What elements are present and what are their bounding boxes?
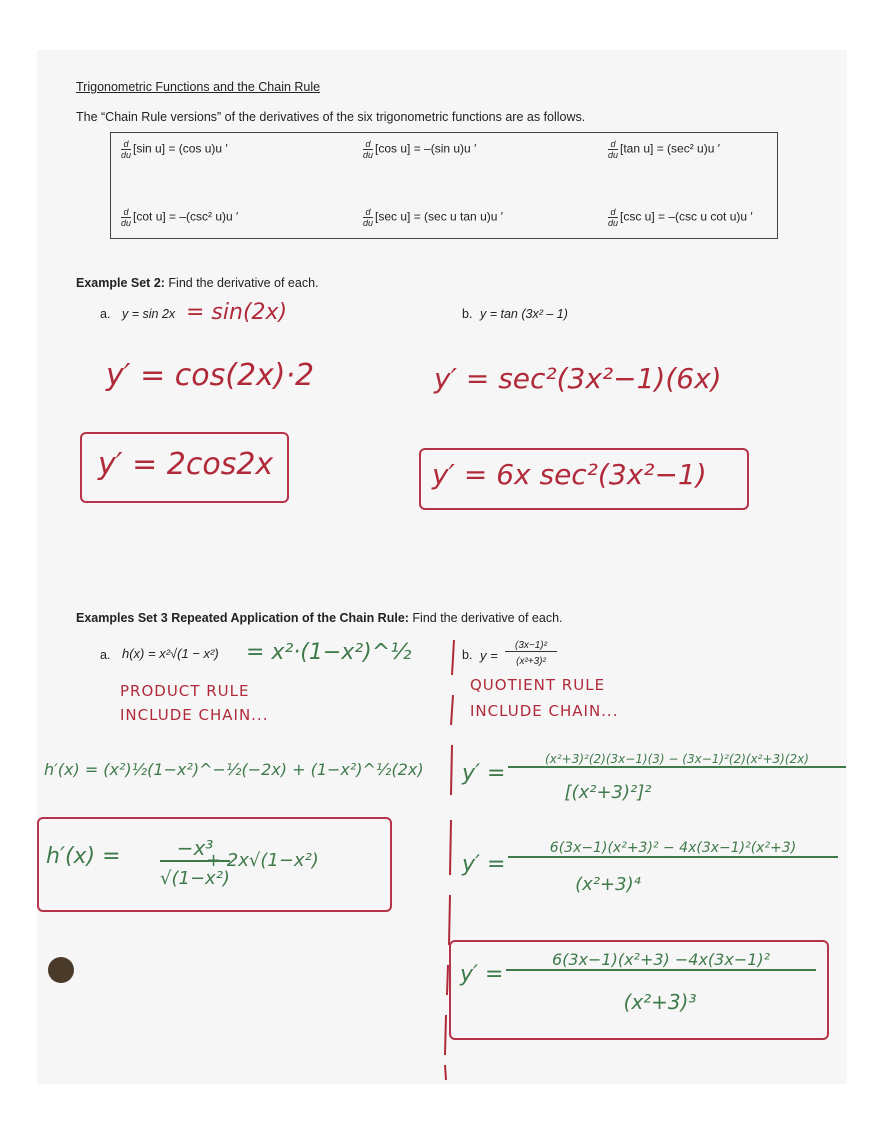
- ex3-b-step1-lhs: y′ =: [462, 761, 506, 786]
- example-set-3-title: Examples Set 3 Repeated Application of the Chain Rule: Find the derivative of each.: [76, 611, 563, 625]
- ex2-a-rewrite: = sin(2x): [186, 300, 288, 325]
- ex2-b-step: y′ = sec²(3x²−1)(6x): [434, 362, 722, 395]
- ex3-a-note-product: PRODUCT RULE: [120, 682, 250, 700]
- ex3-a-rewrite: = x²·(1−x²)^½: [246, 640, 412, 665]
- ex3-b-note-quotient: QUOTIENT RULE: [470, 676, 606, 694]
- ex3-a-note-chain: INCLUDE CHAIN...: [120, 706, 269, 724]
- formula-csc: $\frac{d}{du}$ [csc u] = –(csc u cot u)u ′: [608, 207, 753, 228]
- ex2-a-problem: y = sin 2x: [122, 307, 176, 321]
- ex2-a-label: a.: [100, 307, 111, 321]
- ex2-b-answer: y′ = 6x sec²(3x²−1): [432, 458, 707, 491]
- ex3-b-note-chain: INCLUDE CHAIN...: [470, 702, 619, 720]
- formula-sec: $\frac{d}{du}$ [sec u] = (sec u tan u)u ′: [363, 207, 503, 228]
- formula-tan: $\frac{d}{du}$ [tan u] = (sec² u)u ′: [608, 139, 720, 160]
- ex3-a-problem: h(x) = x²√(1 − x²): [122, 646, 219, 661]
- ex3-b-answer-num: 6(3x−1)(x²+3) −4x(3x−1)²: [506, 950, 816, 971]
- ex3-a-label: a.: [100, 648, 111, 662]
- ex3-b-answer-lhs: y′ =: [460, 962, 504, 987]
- ex3-b-step2-den: (x²+3)⁴: [575, 874, 641, 895]
- ex2-b-problem: y = tan (3x² – 1): [480, 307, 568, 321]
- formula-cos: $\frac{d}{du}$ [cos u] = –(sin u)u ′: [363, 139, 477, 160]
- hole-punch: [48, 957, 74, 983]
- example-set-2-title: Example Set 2: Find the derivative of each.: [76, 276, 319, 290]
- ex3-a-answer-num: −x³: [160, 836, 230, 862]
- ex3-b-problem-lhs: y =: [480, 648, 498, 663]
- formula-box: [110, 132, 778, 239]
- ex3-b-step1-den: [(x²+3)²]²: [564, 782, 652, 803]
- ex3-b-step1-num: (x²+3)²(2)(3x−1)(3) − (3x−1)²(2)(x²+3)(2x): [508, 752, 846, 768]
- page-title: Trigonometric Functions and the Chain Rule: [76, 80, 321, 94]
- ex3-a-answer-rest: + 2x√(1−x²): [206, 850, 319, 871]
- ex3-a-answer-den: √(1−x²): [160, 868, 230, 889]
- ex3-b-label: b.: [462, 648, 473, 662]
- intro-text: The “Chain Rule versions” of the derivatives of the six trigonometric functions are as follows.: [76, 110, 586, 124]
- ex3-b-problem-den: (x²+3)²: [516, 656, 546, 667]
- ex2-a-step: y′ = cos(2x)·2: [106, 358, 315, 393]
- ex2-a-answer: y′ = 2cos2x: [98, 447, 274, 482]
- ex3-b-step2-lhs: y′ =: [462, 852, 506, 877]
- ex2-b-label: b.: [462, 307, 473, 321]
- ex3-a-step: h′(x) = (x²)½(1−x²)^−½(−2x) + (1−x²)^½(2x): [44, 760, 424, 779]
- ex3-a-answer-lhs: h′(x) =: [46, 844, 121, 869]
- formula-sin: $\frac{d}{du}$ [sin u] = (cos u)u ′: [121, 139, 228, 160]
- ex3-b-problem-num: (3x−1)²: [505, 640, 557, 652]
- ex3-b-step2-num: 6(3x−1)(x²+3)² − 4x(3x−1)²(x²+3): [508, 840, 838, 858]
- ex3-b-answer-den: (x²+3)³: [623, 990, 697, 1014]
- formula-cot: $\frac{d}{du}$ [cot u] = –(csc² u)u ′: [121, 207, 239, 228]
